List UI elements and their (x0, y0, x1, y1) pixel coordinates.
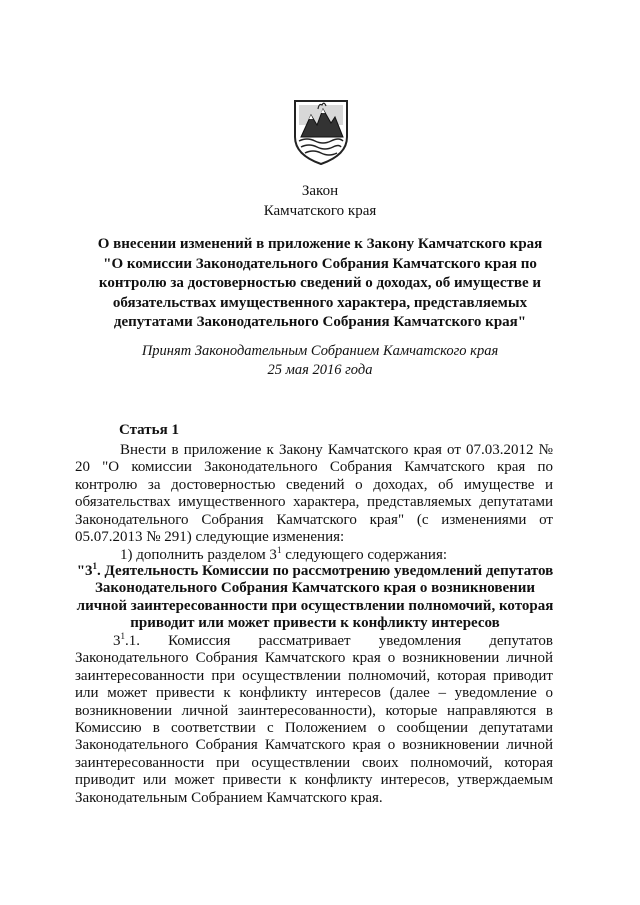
law-heading (0, 235, 640, 333)
superscript: 1 (120, 631, 125, 641)
superscript: 1 (276, 545, 282, 555)
superscript: 1 (92, 561, 98, 571)
adoption-note (0, 342, 640, 380)
coat-of-arms-icon (291, 97, 351, 167)
heading-line: "О комиссии Законодательного Собрания Камчатского края по (103, 255, 537, 272)
item-suffix: следующего содержания: (281, 547, 448, 563)
section-number: "3 (76, 563, 93, 579)
law-title-line-1: Закон (301, 183, 339, 199)
heading-line: депутатами Законодательного Собрания Камчатского края" (113, 314, 527, 330)
article-intro-paragraph: Внести в приложение к Закону Камчатского края от 07.03.2012 № 20 "О комиссии Законодательного Собрания Камчатского края по контролю за достоверностью сведений о доходах, об имуществе и обязательствах имущественного характера, представляемых депутатами Законодательного Собрания Камчатского края" (с изменениями от 05.07.2013 № 291) следующие изменения: (75, 442, 553, 546)
heading-line: О внесении изменений в приложение к Закону Камчатского края (97, 236, 543, 252)
clause-number-suffix: .1. (125, 633, 140, 649)
amendment-item-1 (120, 547, 560, 564)
clause-paragraph (75, 633, 553, 807)
heading-line: контролю за достоверностью сведений о доходах, об имуществе и (98, 275, 542, 291)
adoption-line: Принят Законодательным Собранием Камчатского края (141, 343, 499, 359)
kamchatka-coat-of-arms-emblem (291, 97, 351, 167)
item-prefix: 1) дополнить разделом 3 (120, 547, 277, 563)
heading-line: обязательствах имущественного характера, представляемых (112, 294, 528, 311)
section-title-text: . Деятельность Комиссии по рассмотрению уведомлений депутатов Законодательного Собрания Камчатского края о возникновении личной заинтересованности при осуществлении полномочий, которая приводит или может привести к конфликту интересов (76, 563, 554, 632)
clause-text: Комиссия рассматривает уведомления депутатов Законодательного Собрания Камчатского края о возникновении личной заинтересованности при осуществлении полномочий, которая приводит или может привести к конфликту интересов (далее – уведомление о возникновении личной заинтересованности), которые направляются в Комиссию в соответствии с Положением о сообщении депутатами Законодательного Собрания Камчатского края о возникновении личной заинтересованности при осуществлении своих полномочий, которая приводит или может привести к конфликту интересов, утверждаемым Законодательным Собранием Камчатского края. (75, 633, 553, 806)
adoption-date: 25 мая 2016 года (267, 362, 373, 378)
law-title (0, 181, 640, 221)
article-title: Статья 1 (119, 422, 179, 438)
clause-number: 3 (113, 633, 121, 649)
section-title (70, 563, 560, 633)
law-title-line-2: Камчатского края (263, 203, 377, 219)
